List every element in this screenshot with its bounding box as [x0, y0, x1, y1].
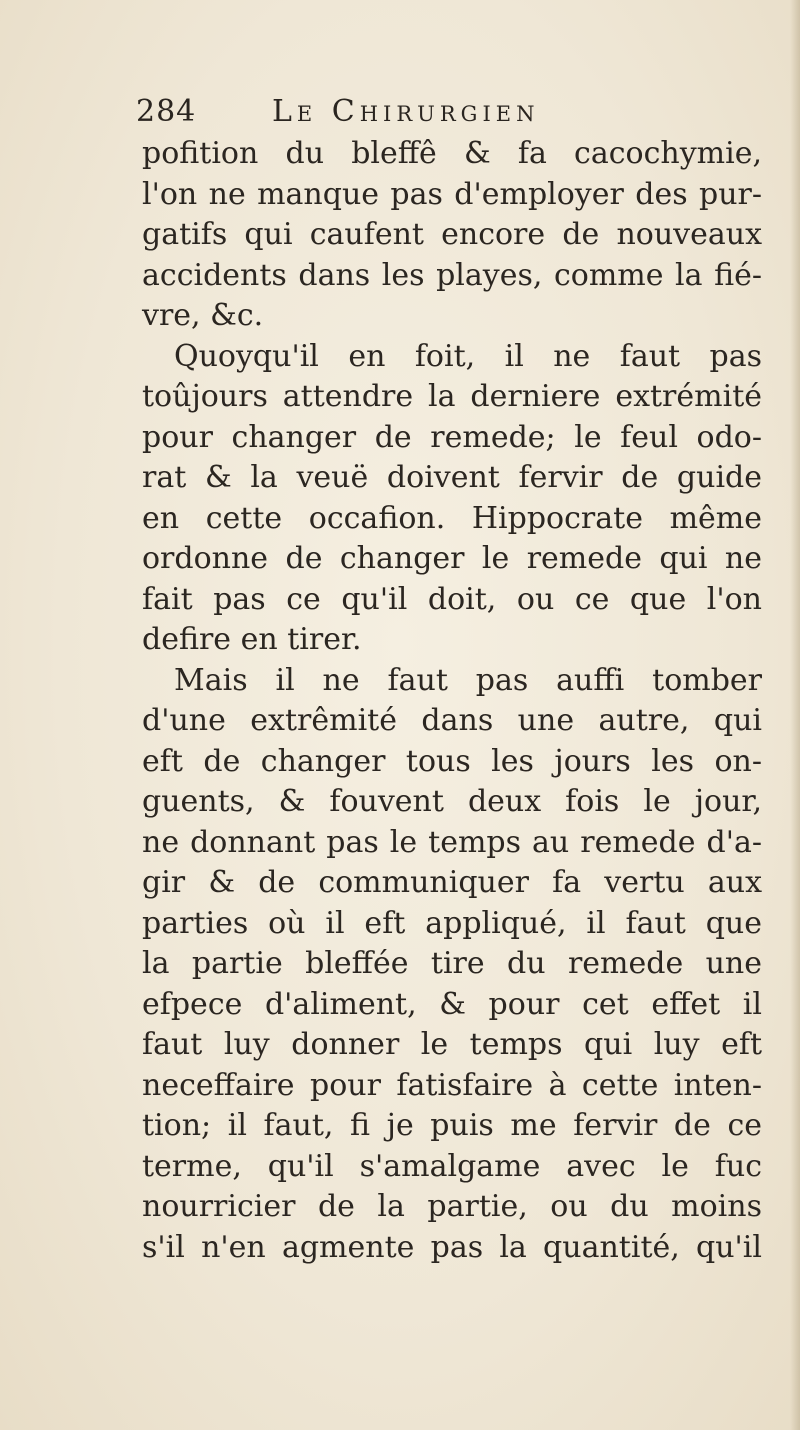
text-line: gatifs qui caufent encore de nouveaux [142, 217, 762, 252]
text-line: faut luy donner le temps qui luy eft [142, 1027, 762, 1062]
text-line: fait pas ce qu'il doit, ou ce que l'on [142, 581, 762, 617]
text-line: Quoyqu'il en foit, il ne faut pas [174, 338, 762, 374]
text-line: pofition du bleffê & fa cacochymie, [142, 136, 762, 171]
page-number: 284 [136, 94, 197, 129]
text-line: toûjours attendre la derniere extrémité [142, 379, 762, 414]
text-line: defire en tirer. [142, 622, 362, 657]
text-line: parties où il eft appliqué, il faut que [142, 905, 762, 941]
text-line: pour changer de remede; le feul odo- [142, 419, 762, 455]
page-edge-shadow [790, 0, 800, 1430]
text-line: vre, &c. [142, 298, 264, 333]
text-line: neceffaire pour fatisfaire à cette inten- [142, 1067, 762, 1103]
text-line: d'une extrêmité dans une autre, qui [142, 703, 762, 738]
text-line: efpece d'aliment, & pour cet effet il [142, 986, 762, 1022]
text-line: guents, & fouvent deux fois le jour, [142, 784, 762, 819]
text-line: rat & la veuë doivent fervir de guide [142, 460, 762, 495]
text-line: accidents dans les playes, comme la fié- [142, 257, 762, 293]
text-line: s'il n'en agmente pas la quantité, qu'il [142, 1229, 762, 1265]
text-line: l'on ne manque pas d'employer des pur- [142, 176, 762, 212]
text-line: gir & de communiquer fa vertu aux [142, 865, 762, 900]
text-line: nourricier de la partie, ou du moins [142, 1189, 762, 1224]
page-header [136, 94, 776, 134]
text-line: en cette occafion. Hippocrate même [142, 500, 762, 536]
text-line: ne donnant pas le temps au remede d'a- [142, 824, 762, 860]
text-line: ordonne de changer le remede qui ne [142, 541, 762, 576]
text-line: tion; il faut, fi je puis me fervir de ce [142, 1108, 762, 1143]
text-line: la partie bleffée tire du remede une [142, 946, 762, 981]
running-title: Le Chirurgien [272, 94, 540, 129]
body-text [142, 134, 762, 1268]
text-line: eft de changer tous les jours les on- [142, 743, 762, 779]
text-line: Mais il ne faut pas auffi tomber [174, 662, 762, 698]
text-line: terme, qu'il s'amalgame avec le fuc [142, 1148, 762, 1184]
